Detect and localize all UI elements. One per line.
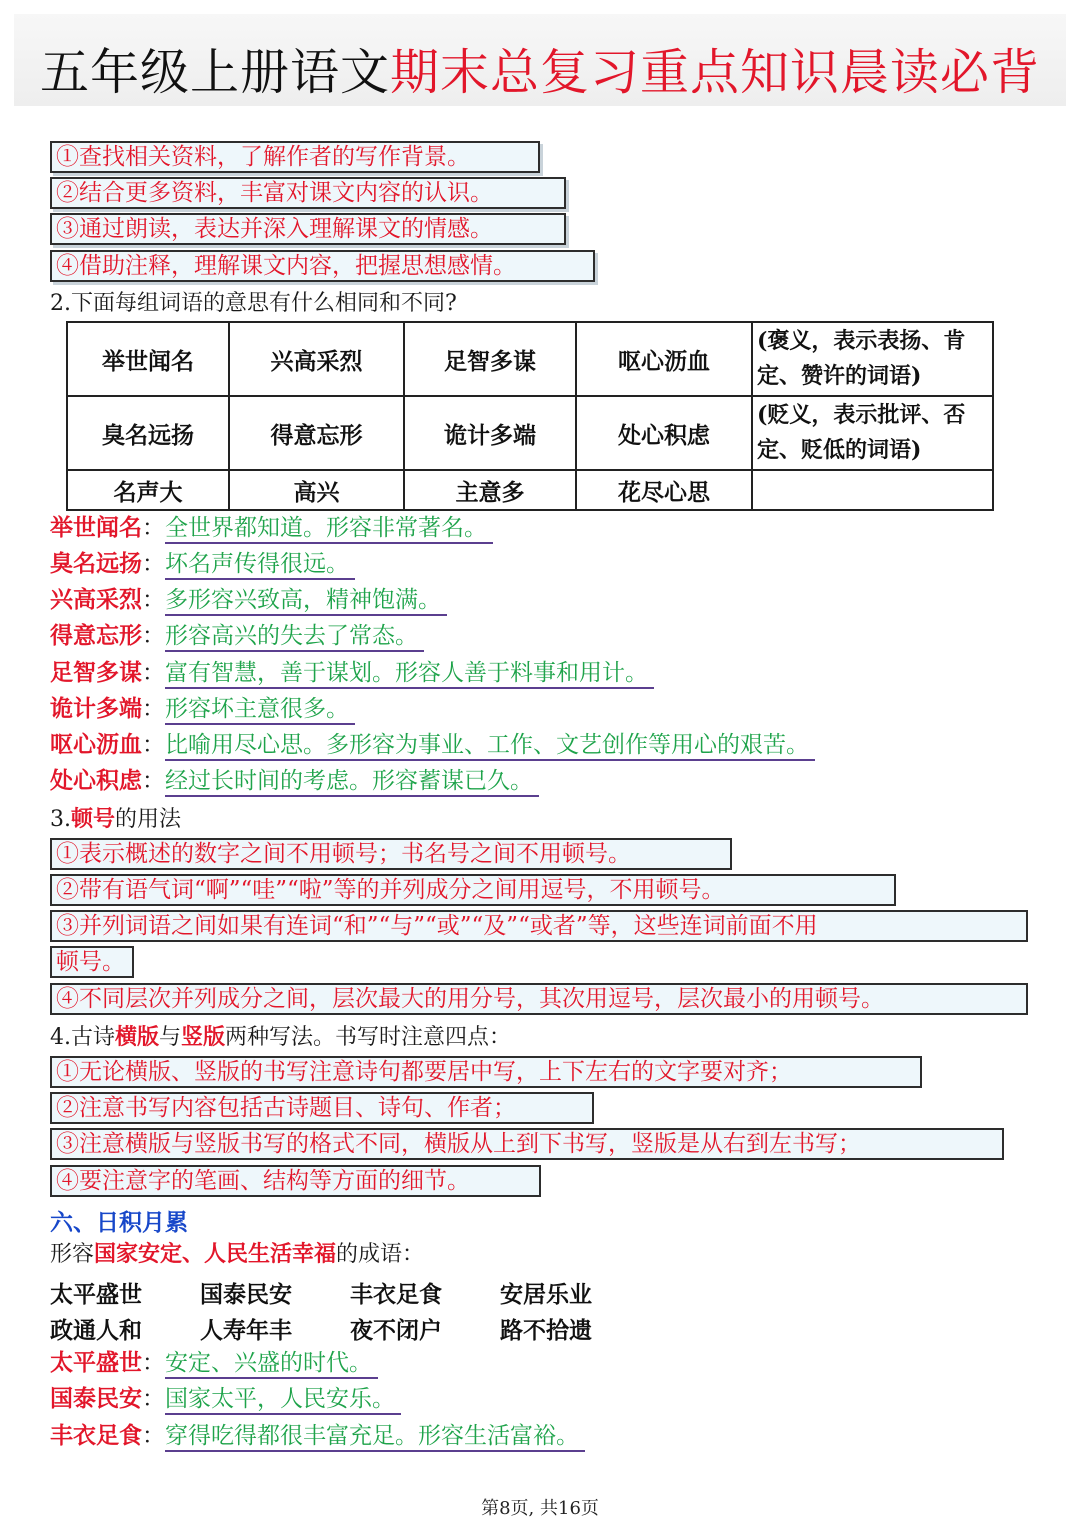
definition-text: 形容高兴的失去了常态。 <box>165 623 424 652</box>
section-6-intro <box>50 1240 424 1269</box>
definition-term: 臭名远扬 <box>50 550 142 577</box>
definition-row: 国泰民安：国家太平，人民安乐。 <box>50 1383 401 1417</box>
rule-item: ①无论横版、竖版的书写注意诗句都要居中写，上下左右的文字要对齐； <box>50 1056 922 1088</box>
table-cell: 高兴 <box>229 470 404 510</box>
table-cell: 得意忘形 <box>229 396 404 470</box>
table-cell: 主意多 <box>404 470 576 510</box>
idiom-row <box>50 1312 650 1345</box>
definition-term: 太平盛世 <box>50 1349 142 1376</box>
comparison-table <box>66 321 994 511</box>
intro-suffix: 的成语： <box>336 1242 425 1267</box>
definition-text: 国家太平，人民安乐。 <box>165 1386 401 1415</box>
table-cell: 举世闻名 <box>67 322 229 396</box>
table-cell: 花尽心思 <box>576 470 752 510</box>
rule-item: 顿号。 <box>50 946 134 978</box>
idiom: 路不拾遗 <box>500 1317 592 1344</box>
rule-item: ②带有语气词“啊”“哇”“啦”等的并列成分之间用逗号，不用顿号。 <box>50 874 896 906</box>
idiom-row <box>50 1276 650 1309</box>
definition-row: 呕心沥血：比喻用尽心思。多形容为事业、工作、文艺创作等用心的艰苦。 <box>50 729 815 763</box>
section-6-heading: 六、日积月累 <box>50 1209 188 1236</box>
definition-text: 形容坏主意很多。 <box>165 696 355 725</box>
table-row <box>67 396 993 470</box>
definition-row: 兴高采烈：多形容兴致高，精神饱满。 <box>50 584 447 618</box>
definition-text: 全世界都知道。形容非常著名。 <box>165 515 493 544</box>
table-row <box>67 470 993 510</box>
definition-row: 得意忘形：形容高兴的失去了常态。 <box>50 620 424 654</box>
method-item: ④借助注释，理解课文内容，把握思想感情。 <box>50 250 595 282</box>
intro-highlight: 国家安定、人民生活幸福 <box>94 1241 337 1267</box>
question-2-title: 2.下面每组词语的意思有什么相同和不同? <box>50 291 457 316</box>
q3-suffix: 的用法 <box>115 807 182 832</box>
definition-text: 富有智慧，善于谋划。形容人善于料事和用计。 <box>165 660 654 689</box>
definition-row: 足智多谋：富有智慧，善于谋划。形容人善于料事和用计。 <box>50 657 654 691</box>
definition-text: 比喻用尽心思。多形容为事业、工作、文艺创作等用心的艰苦。 <box>165 732 815 761</box>
table-cell: 诡计多端 <box>404 396 576 470</box>
definition-row: 举世闻名：全世界都知道。形容非常著名。 <box>50 512 493 546</box>
definition-text: 多形容兴致高，精神饱满。 <box>165 587 447 616</box>
definition-text: 坏名声传得很远。 <box>165 551 355 580</box>
table-cell: 足智多谋 <box>404 322 576 396</box>
idiom: 夜不闭户 <box>350 1317 442 1344</box>
table-note: (褒义，表示表扬、肯定、赞许的词语) <box>752 322 993 396</box>
definition-term: 足智多谋 <box>50 659 142 686</box>
definition-text: 安定、兴盛的时代。 <box>165 1350 378 1379</box>
rule-item: ②注意书写内容包括古诗题目、诗句、作者； <box>50 1092 594 1124</box>
rule-item: ①表示概述的数字之间不用顿号；书名号之间不用顿号。 <box>50 838 732 870</box>
idiom: 安居乐业 <box>500 1281 592 1308</box>
table-cell: 臭名远扬 <box>67 396 229 470</box>
definition-text: 穿得吃得都很丰富充足。形容生活富裕。 <box>165 1423 585 1452</box>
table-note: (贬义，表示批评、否定、贬低的词语) <box>752 396 993 470</box>
q3-prefix: 3. <box>50 807 71 832</box>
definition-term: 兴高采烈 <box>50 586 142 613</box>
page-number: 第8页, 共16页 <box>481 1498 599 1519</box>
method-item: ③通过朗读，表达并深入理解课文的情感。 <box>50 213 566 245</box>
question-3-title <box>50 805 181 834</box>
method-item: ②结合更多资料，丰富对课文内容的认识。 <box>50 177 566 209</box>
idiom: 人寿年丰 <box>200 1317 292 1344</box>
rule-item: ④要注意字的笔画、结构等方面的细节。 <box>50 1165 541 1197</box>
table-cell: 呕心沥血 <box>576 322 752 396</box>
definition-row: 处心积虑：经过长时间的考虑。形容蓄谋已久。 <box>50 765 539 799</box>
definition-term: 得意忘形 <box>50 622 142 649</box>
definition-row: 臭名远扬：坏名声传得很远。 <box>50 548 355 582</box>
definition-term: 丰衣足食 <box>50 1422 142 1449</box>
table-cell: 处心积虑 <box>576 396 752 470</box>
definition-term: 呕心沥血 <box>50 731 142 758</box>
q4-highlight-2: 竖版 <box>181 1024 226 1050</box>
idiom: 太平盛世 <box>50 1281 142 1308</box>
page-title <box>40 34 1040 104</box>
q4-suffix: 两种写法。书写时注意四点： <box>225 1025 512 1050</box>
definition-text: 经过长时间的考虑。形容蓄谋已久。 <box>165 768 539 797</box>
table-cell-empty <box>752 470 993 510</box>
definition-term: 处心积虑 <box>50 767 142 794</box>
title-black-part: 五年级上册语文 <box>40 44 391 101</box>
definition-row: 诡计多端：形容坏主意很多。 <box>50 693 355 727</box>
table-cell: 名声大 <box>67 470 229 510</box>
q4-mid: 与 <box>159 1025 182 1050</box>
definition-row: 太平盛世：安定、兴盛的时代。 <box>50 1347 378 1381</box>
definition-term: 国泰民安 <box>50 1385 142 1412</box>
definition-term: 诡计多端 <box>50 695 142 722</box>
definition-row: 丰衣足食：穿得吃得都很丰富充足。形容生活富裕。 <box>50 1420 585 1454</box>
q3-highlight: 顿号 <box>71 806 116 832</box>
idiom: 丰衣足食 <box>350 1281 442 1308</box>
table-cell: 兴高采烈 <box>229 322 404 396</box>
title-red-part: 期末总复习重点知识晨读必背 <box>390 44 1041 101</box>
table-row <box>67 322 993 396</box>
q4-highlight-1: 横版 <box>115 1024 160 1050</box>
rule-item: ③并列词语之间如果有连词“和”“与”“或”“及”“或者”等，这些连词前面不用 <box>50 910 1028 942</box>
method-item: ①查找相关资料，了解作者的写作背景。 <box>50 141 540 173</box>
rule-item: ④不同层次并列成分之间，层次最大的用分号，其次用逗号，层次最小的用顿号。 <box>50 983 1028 1015</box>
intro-prefix: 形容 <box>50 1242 95 1267</box>
idiom: 政通人和 <box>50 1317 142 1344</box>
rule-item: ③注意横版与竖版书写的格式不同，横版从上到下书写，竖版是从右到左书写； <box>50 1128 1004 1160</box>
idiom: 国泰民安 <box>200 1281 292 1308</box>
question-4-title <box>50 1023 511 1052</box>
definition-term: 举世闻名 <box>50 514 142 541</box>
q4-prefix: 4.古诗 <box>50 1025 115 1050</box>
